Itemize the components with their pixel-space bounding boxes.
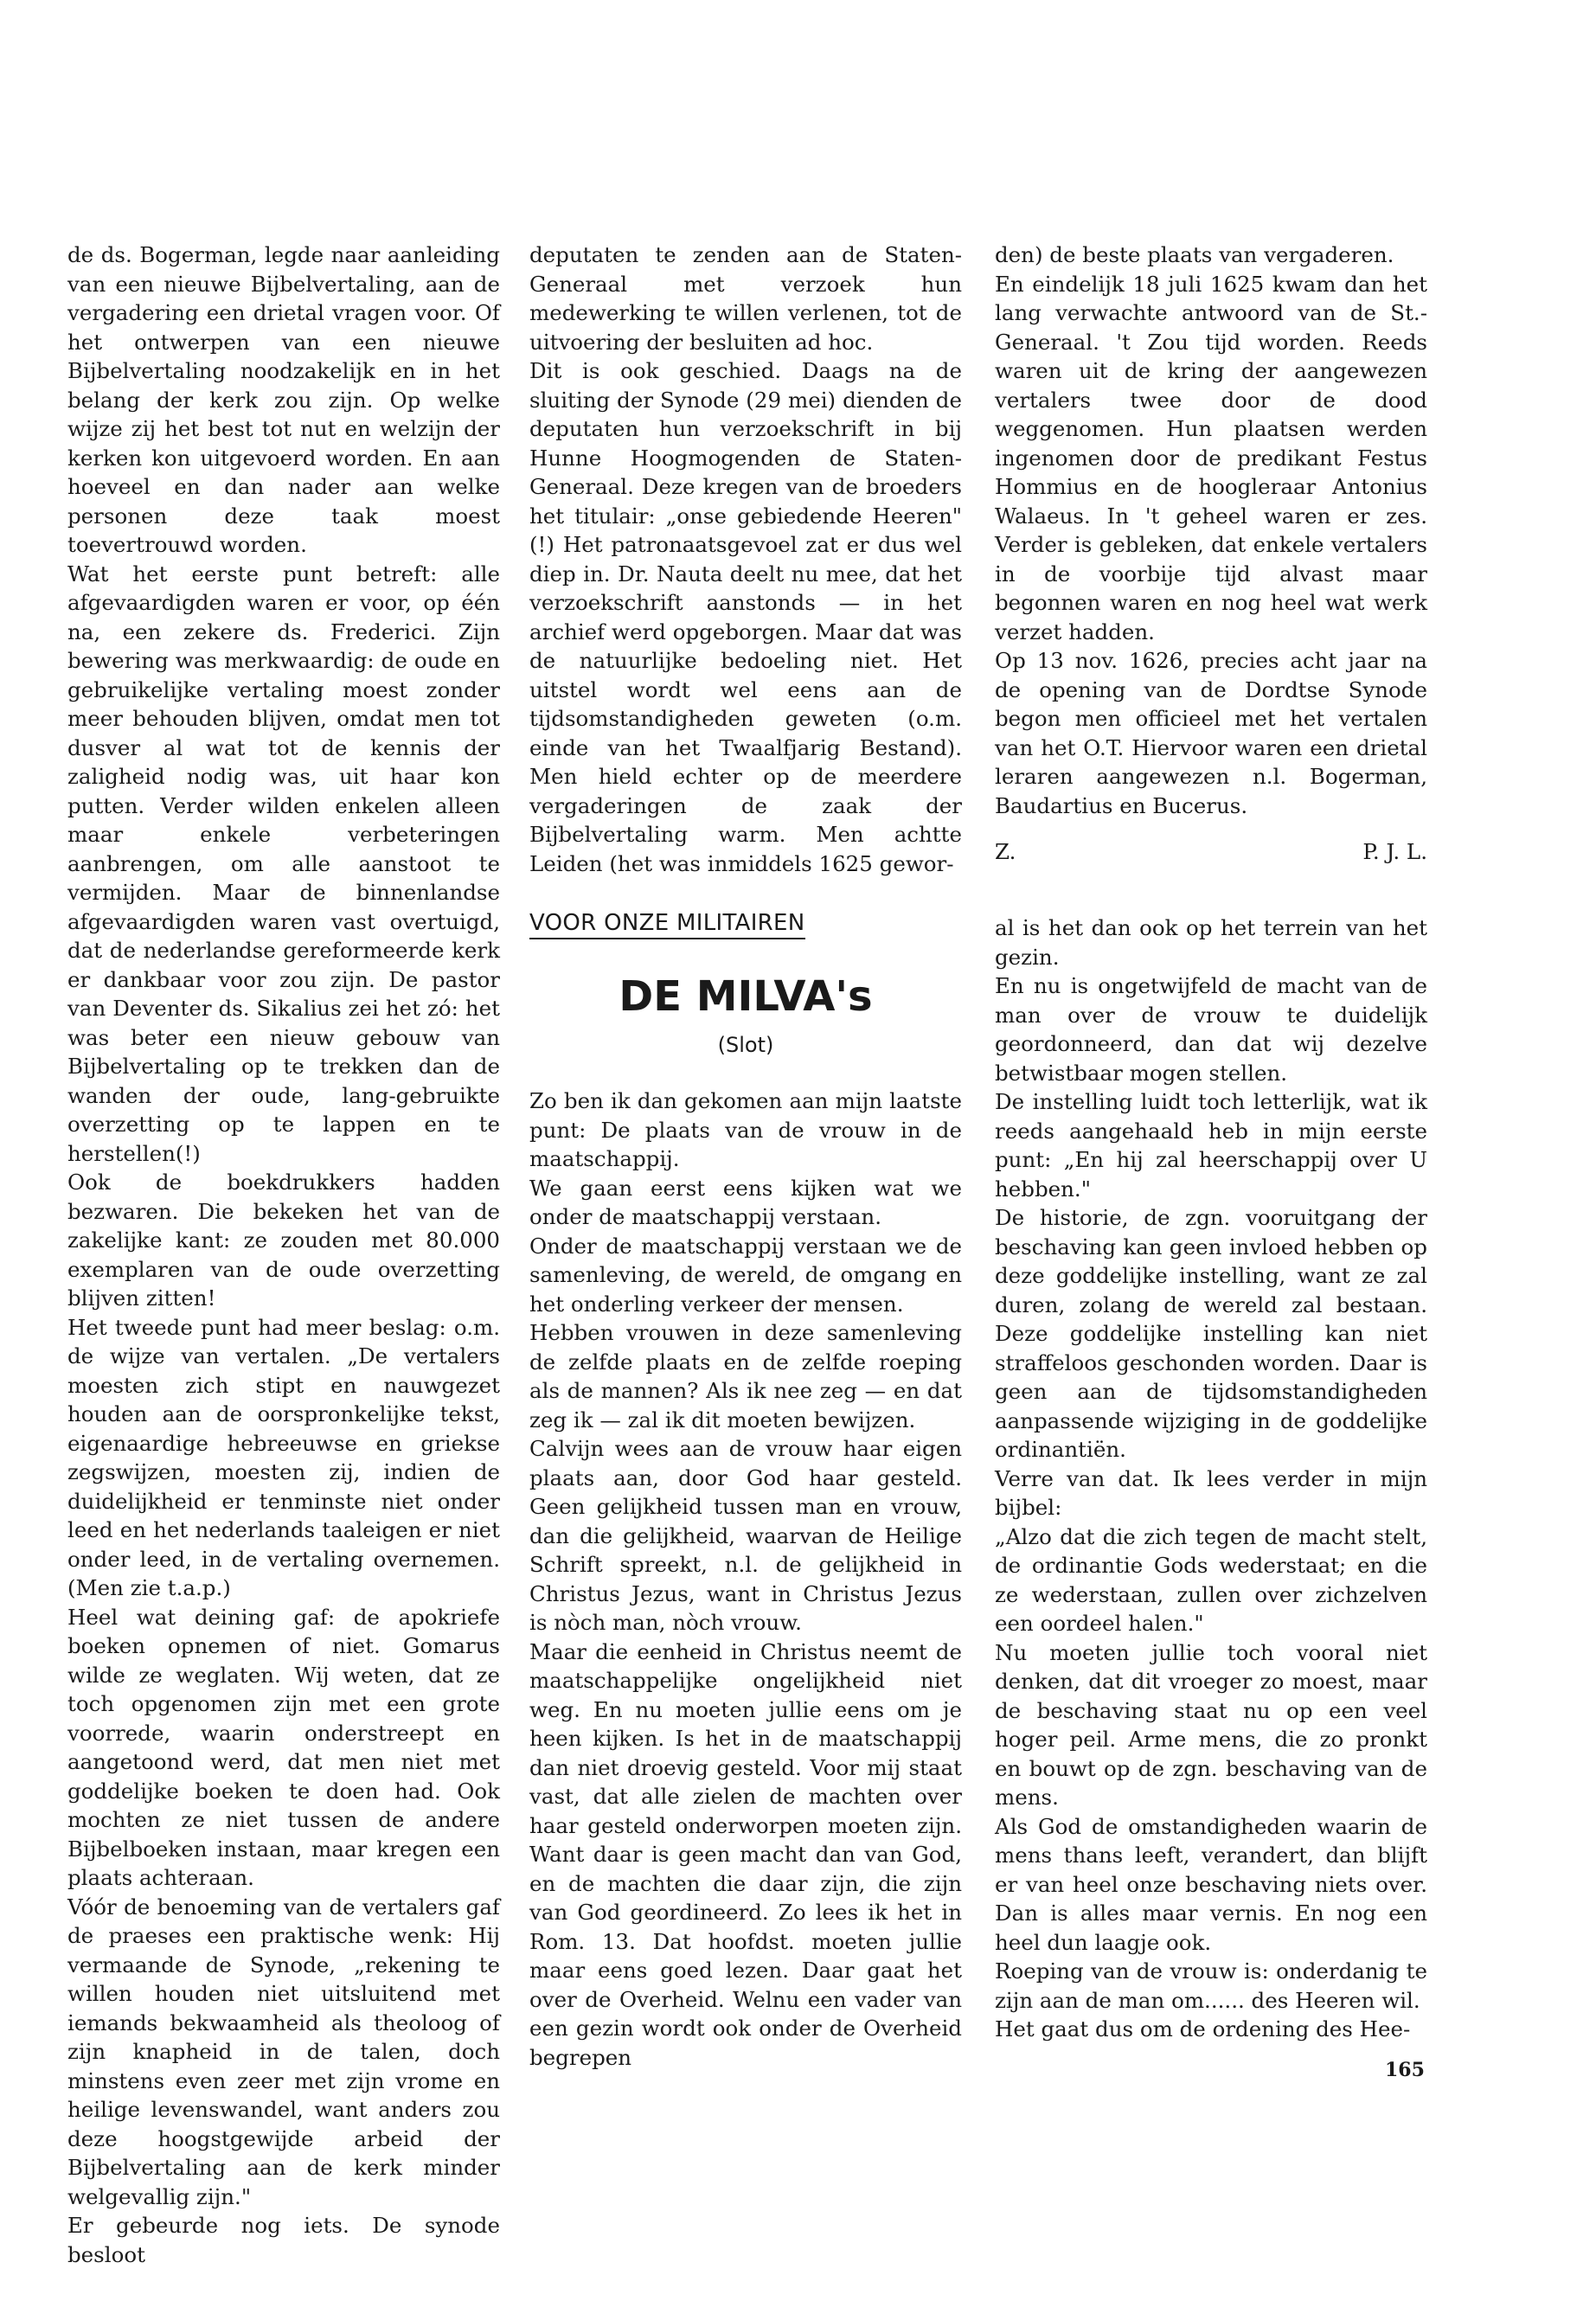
page-number: 165 <box>1385 2059 1425 2081</box>
paragraph: al is het dan ook op het terrein van het gezin. <box>995 915 1427 970</box>
paragraph: We gaan eerst eens kijken wat we onder de maatschappij verstaan. <box>529 1175 962 1229</box>
paragraph: Als God de omstandigheden waarin de mens thans leeft, verandert, dan blijft er van heel onze beschaving niets over. Dan is alles maar vernis. En nog een heel dun laagje ook. <box>995 1813 1427 1955</box>
paragraph: Het gaat dus om de ordening des Hee- <box>995 2016 1411 2041</box>
paragraph: Wat het eerste punt betreft: alle afgevaardigden waren er voor, op één na, een zekere ds. Frederici. Zijn bewering was merkwaardig: de oude en gebruikelijke vertaling moest zonder meer behouden blijven, omdat men tot dusver al wat tot de kennis der zaligheid nodig was, uit haar kon putten. Verder wilden enkelen alleen maar enkele verbeteringen aanbrengen, om alle aanstoot te vermijden. Maar de binnenlandse afgevaardigden waren vast overtuigd, dat de nederlandse gereformeerde kerk er dankbaar voor zou zijn. De pastor van Deventer ds. Sikalius zei het zó: het was beter een nieuw gebouw van Bijbelvertaling op te trekken dan de wanden der oude, lang-gebruikte overzetting op te lappen en te herstellen(!) <box>67 561 500 1166</box>
paragraph: Hebben vrouwen in deze samenleving de zelfde plaats en de zelfde roeping als de mannen? Als ik nee zeg — en dat zeg ik — zal ik dit moeten bewijzen. <box>529 1320 962 1433</box>
article1-column1 <box>67 240 500 2269</box>
paragraph: Heel wat deining gaf: de apokriefe boeken opnemen of niet. Gomarus wilde ze weglaten. Wij weten, dat ze toch opgenomen zijn met een grote voorrede, waarin onderstreept en aangetoond werd, dat men niet met goddelijke boeken te doen had. Ook mochten ze niet tussen de andere Bijbelboeken instaan, maar kregen een plaats achteraan. <box>67 1604 500 1890</box>
article1-column3 <box>995 240 1427 867</box>
article2-column1 <box>529 1086 962 2072</box>
paragraph: Roeping van de vrouw is: onderdanig te zijn aan de man om...... des Heeren wil. <box>995 1958 1427 2013</box>
paragraph: Vóór de benoeming van de vertalers gaf de praeses een praktische wenk: Hij vermaande de Synode, „rekening te willen houden niet uitsluitend met iemands bekwaamheid als theoloog of zijn knapheid in de talen, doch minstens even zeer met zijn vrome en heilige levenswandel, want anders zou deze hoogstgewijde arbeid der Bijbelvertaling aan de kerk minder welgevallig zijn." <box>67 1894 500 2209</box>
paragraph: Calvijn wees aan de vrouw haar eigen plaats aan, door God haar gesteld. Geen gelijkheid tussen man en vrouw, dan die gelijkheid, waarvan de Heilige Schrift spreekt, n.l. de gelijkheid in Christus Jezus, want in Christus Jezus is nòch man, nòch vrouw. <box>529 1436 962 1635</box>
paragraph: En eindelijk 18 juli 1625 kwam dan het lang verwachte antwoord van de St.-Generaal. 't Zou tijd worden. Reeds waren uit de kring der aangewezen vertalers twee door de dood weggenomen. Hun plaatsen werden ingenomen door de predikant Festus Hommius en de hoogleraar Antonius Walaeus. In 't geheel waren er zes. Verder is gebleken, dat enkele vertalers in de voorbije tijd alvast maar begonnen waren en nog heel wat werk verzet hadden. <box>995 271 1427 644</box>
paragraph: Maar die eenheid in Christus neemt de maatschappelijke ongelijkheid niet weg. En nu moeten jullie eens om je heen kijken. Is het in de maatschappij dan niet droevig gesteld. Voor mij staat vast, dat alle zielen de machten over haar gesteld onderworpen moeten zijn. Want daar is geen macht dan van God, en de machten die daar zijn, die zijn van God geordineerd. Zo lees ik het in Rom. 13. Dat hoofdst. moeten jullie maar eens goed lezen. Daar gaat het over de Overheid. Welnu een vader van een gezin wordt ook onder de Overheid begrepen <box>529 1638 962 2070</box>
article2-column2 <box>995 913 1427 2044</box>
paragraph: Op 13 nov. 1626, precies acht jaar na de opening van de Dordtse Synode begon men officieel met het vertalen van het O.T. Hiervoor waren een drietal leraren aangewezen n.l. Bogerman, Baudartius en Bucerus. <box>995 648 1427 818</box>
paragraph: De instelling luidt toch letterlijk, wat ik reeds aangehaald heb in mijn eerste punt: „En hij zal heerschappij over U hebben." <box>995 1089 1427 1202</box>
paragraph: deputaten te zenden aan de Staten-Generaal met verzoek hun medewerking te willen verlenen, tot de uitvoering der besluiten ad hoc. <box>529 242 962 355</box>
section-label: VOOR ONZE MILITAIREN <box>529 910 805 939</box>
paragraph: Nu moeten jullie toch vooral niet denken, dat dit vroeger zo moest, maar de beschaving staat nu op een veel hoger peil. Arme mens, die zo pronkt en bouwt op de zgn. beschaving van de mens. <box>995 1639 1427 1810</box>
paragraph: Ook de boekdrukkers hadden bezwaren. Die bekeken het van de zakelijke kant: ze zouden met 80.000 exemplaren van de oude overzetting blijven zitten! <box>67 1170 500 1311</box>
article1-column2 <box>529 240 962 878</box>
paragraph: En nu is ongetwijfeld de macht van de man over de vrouw te duidelijk geordonneerd, dan dat wij dezelve betwistbaar mogen stellen. <box>995 973 1427 1086</box>
paragraph: Verre van dat. Ik lees verder in mijn bijbel: <box>995 1465 1427 1520</box>
paragraph: „Alzo dat die zich tegen de macht stelt, de ordinantie Gods wederstaat; en die ze wederstaan, zullen over zichzelven een oordeel halen." <box>995 1523 1427 1636</box>
author-initials: P. J. L. <box>1362 839 1427 864</box>
signature-place: Z. <box>995 839 1016 864</box>
paragraph: den) de beste plaats van vergaderen. <box>995 242 1394 267</box>
paragraph: Het tweede punt had meer beslag: o.m. de wijze van vertalen. „De vertalers moesten zich stipt en nauwgezet houden aan de oorspronkelijke tekst, eigenaardige hebreeuwse en griekse zegswijzen, moesten zij, indien de duidelijkheid er tenminste niet onder leed en het nederlands taaleigen er niet onder leed, in de vertaling overnemen. (Men zie t.a.p.) <box>67 1314 500 1600</box>
paragraph: Er gebeurde nog iets. De synode besloot <box>67 2213 500 2267</box>
paragraph: De historie, de zgn. vooruitgang der beschaving kan geen invloed hebben op deze goddelijke instelling, want ze zal duren, zolang de wereld zal bestaan. Deze goddelijke instelling kan niet straffeloos geschonden worden. Daar is geen aan de tijdsomstandigheden aanpassende wijziging in de goddelijke ordinantiën. <box>995 1205 1427 1462</box>
article-title: DE MILVA's <box>619 972 873 1021</box>
paragraph: de ds. Bogerman, legde naar aanleiding van een nieuwe Bijbelvertaling, aan de vergadering een drietal vragen voor. Of het ontwerpen van een nieuwe Bijbelvertaling noodzakelijk en in het belang der kerk zou zijn. Op welke wijze zij het best tot nut en welzijn der kerken kon uitgevoerd worden. En aan hoeveel en dan nader aan welke personen deze taak moest toevertrouwd worden. <box>67 242 500 557</box>
paragraph: Dit is ook geschied. Daags na de sluiting der Synode (29 mei) dienden de deputaten hun verzoekschrift in bij Hunne Hoogmogenden de Staten-Generaal. Deze kregen van de broeders het titulair: „onse gebiedende Heeren"(!) Het patronaatsgevoel zat er dus wel diep in. Dr. Nauta deelt nu mee, dat het verzoekschrift aanstonds — in het archief werd opgeborgen. Maar dat was de natuurlijke bedoeling niet. Het uitstel wordt wel eens aan de tijdsomstandigheden geweten (o.m. einde van het Twaalfjarig Bestand). Men hield echter op de meerdere vergaderingen de zaak der Bijbelvertaling warm. Men achtte Leiden (het was inmiddels 1625 gewor- <box>529 358 962 876</box>
paragraph: Onder de maatschappij verstaan we de samenleving, de wereld, de omgang en het onderling verkeer der mensen. <box>529 1233 962 1317</box>
signature-line <box>995 837 1427 867</box>
article-subtitle: (Slot) <box>717 1033 774 1057</box>
paragraph: Zo ben ik dan gekomen aan mijn laatste punt: De plaats van de vrouw in de maatschappij. <box>529 1088 962 1171</box>
